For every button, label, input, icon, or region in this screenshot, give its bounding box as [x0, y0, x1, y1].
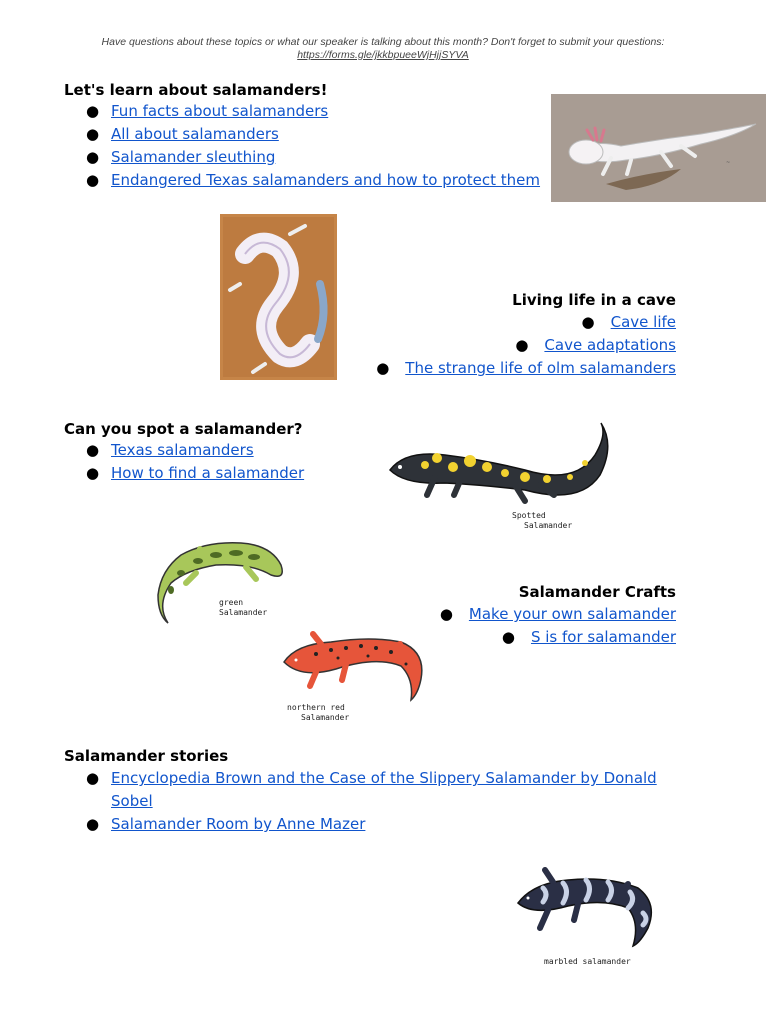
link-cave-adaptations[interactable]: Cave adaptations: [544, 336, 676, 354]
list-item: ● Salamander Room by Anne Mazer: [86, 815, 366, 833]
link-all-about[interactable]: All about salamanders: [111, 125, 279, 143]
note-text: Have questions about these topics or what our speaker is talking about this month? Don't forget to submit your questions:: [101, 36, 665, 48]
green-caption: green Salamander: [219, 598, 268, 617]
marbled-caption: marbled salamander: [544, 957, 631, 966]
list-item: ● Encyclopedia Brown and the Case of the Slippery Salamander by Donald Sobel: [86, 769, 657, 810]
marbled-salamander-image: [508, 858, 660, 950]
list-item: ● Texas salamanders: [86, 441, 254, 459]
stories-link-list: [64, 767, 684, 836]
axolotl-image: [551, 94, 766, 202]
list-item: ● Endangered Texas salamanders and how to protect them: [86, 171, 541, 189]
green-salamander-image: [136, 525, 291, 630]
section-title-spot: Can you spot a salamander?: [64, 420, 303, 438]
list-item: ● The strange life of olm salamanders: [376, 359, 676, 377]
link-olm[interactable]: The strange life of olm salamanders: [405, 359, 676, 377]
section-title-stories: Salamander stories: [64, 747, 229, 765]
link-fun-facts[interactable]: Fun facts about salamanders: [111, 102, 329, 120]
link-sleuthing[interactable]: Salamander sleuthing: [111, 148, 276, 166]
spot-link-list: [64, 439, 384, 485]
link-cave-life[interactable]: Cave life: [610, 313, 676, 331]
link-endangered-texas[interactable]: Endangered Texas salamanders and how to protect them: [111, 171, 541, 189]
submit-questions-note: [0, 36, 766, 62]
cave-link-list: [256, 311, 676, 380]
svg-text:~: ~: [726, 160, 731, 166]
questions-form-link[interactable]: https://forms.gle/jkkbpueeWjHjjSYVA: [297, 49, 469, 61]
link-salamander-room[interactable]: Salamander Room by Anne Mazer: [111, 815, 366, 833]
spotted-salamander-image: [375, 415, 615, 515]
list-item: ● S is for salamander: [501, 628, 676, 646]
list-item: ● Cave life: [581, 313, 676, 331]
list-item: ● How to find a salamander: [86, 464, 305, 482]
spotted-caption: Spotted Salamander: [512, 511, 573, 530]
link-texas-salamanders[interactable]: Texas salamanders: [111, 441, 254, 459]
link-how-to-find[interactable]: How to find a salamander: [111, 464, 305, 482]
link-s-is-for[interactable]: S is for salamander: [530, 628, 676, 646]
list-item: ● Make your own salamander: [439, 605, 676, 623]
section-title-cave: Living life in a cave: [512, 291, 676, 309]
link-encyclopedia-brown[interactable]: Encyclopedia Brown and the Case of the Slippery Salamander by Donald Sobel: [111, 769, 657, 810]
section-title-learn: Let's learn about salamanders!: [64, 81, 328, 99]
list-item: ● All about salamanders: [86, 125, 279, 143]
list-item: ● Salamander sleuthing: [86, 148, 276, 166]
learn-link-list: [64, 100, 564, 192]
list-item: ● Cave adaptations: [515, 336, 676, 354]
list-item: ● Fun facts about salamanders: [86, 102, 329, 120]
red-salamander-image: [276, 614, 431, 704]
red-caption: northern red Salamander: [287, 703, 350, 722]
link-make-your-own[interactable]: Make your own salamander: [468, 605, 676, 623]
section-title-crafts: Salamander Crafts: [518, 583, 676, 601]
